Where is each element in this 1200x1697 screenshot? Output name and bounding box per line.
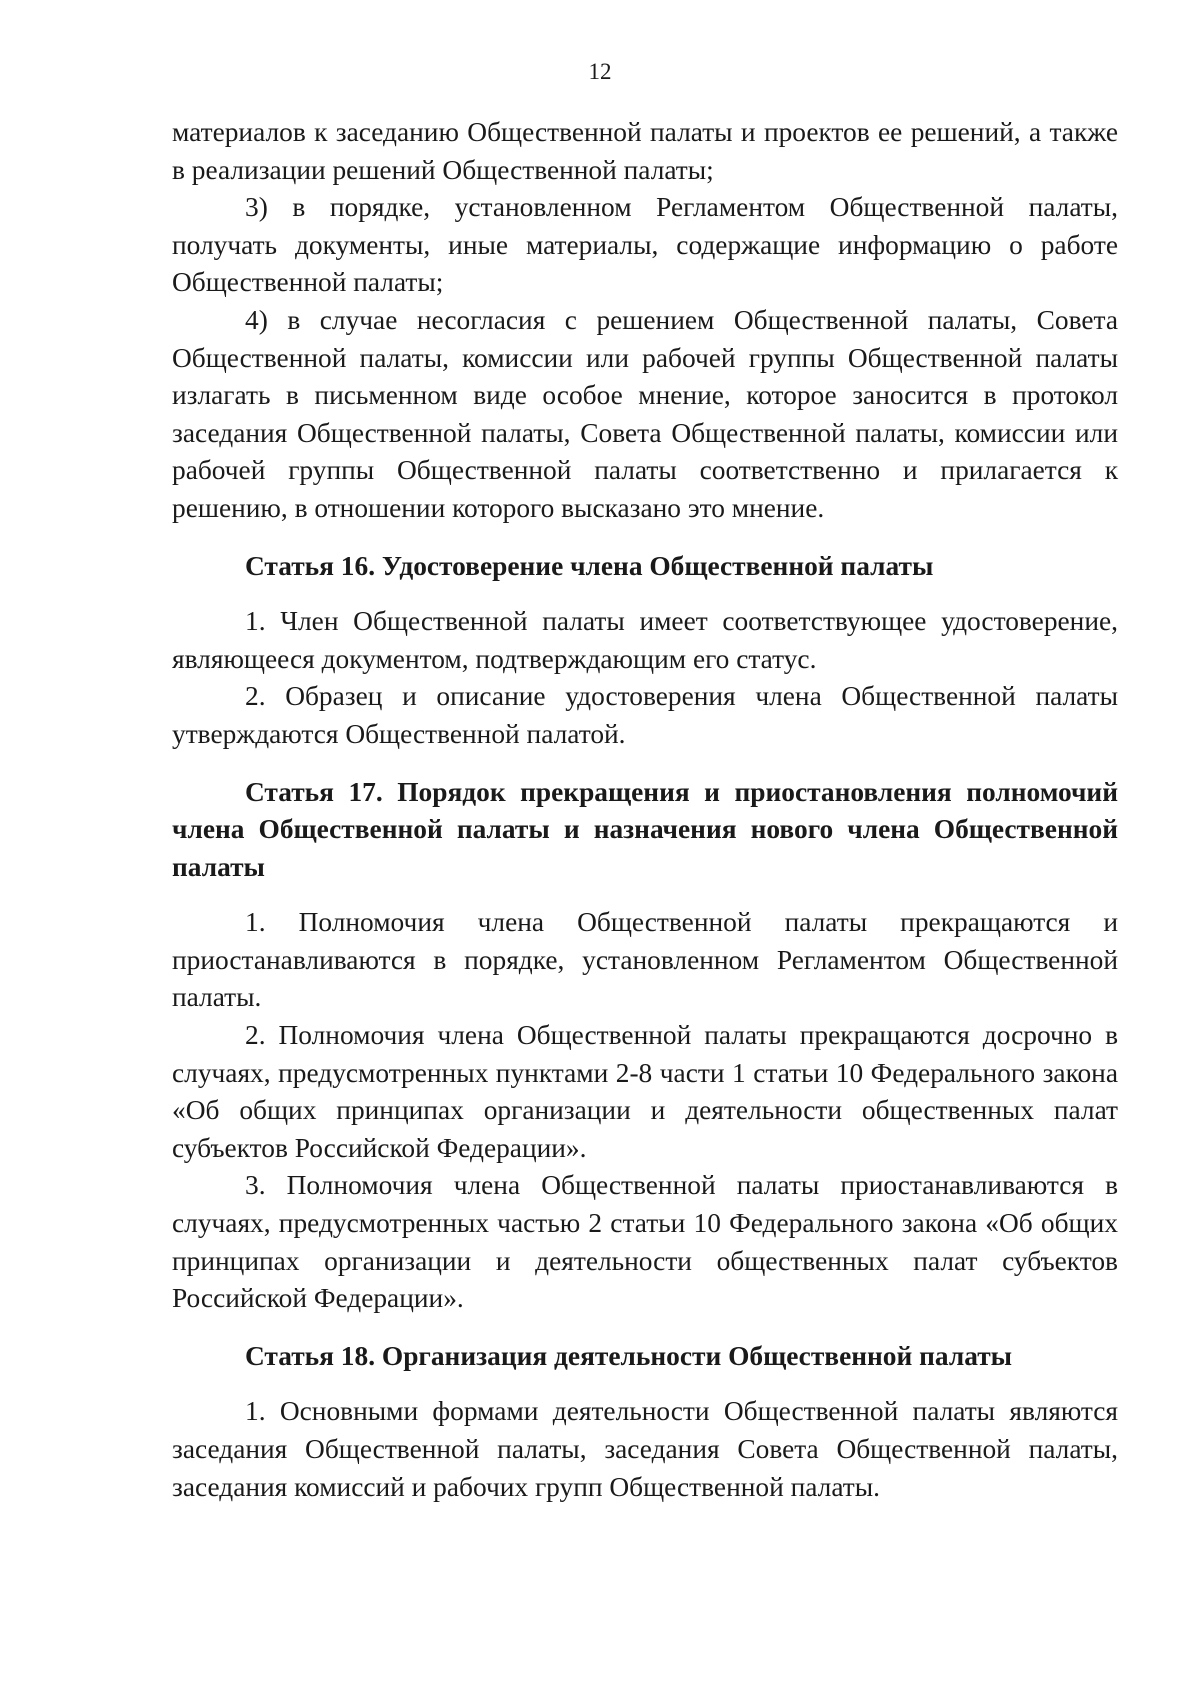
article-17-item-2: 2. Полномочия члена Общественной палаты прекращаются досрочно в случаях, предусмотренных пунктами 2-8 части 1 статьи 10 Федерального закона «Об общих принципах организации и деятельности общественных палат субъектов Российской Федерации». [172,1020,1118,1163]
paragraph: материалов к заседанию Общественной палаты и проектов ее решений, а также в реализации решений Общественной палаты; [172,117,1118,185]
document-body [172,114,1118,1506]
list-item-4: 4) в случае несогласия с решением Общественной палаты, Совета Общественной палаты, комиссии или рабочей группы Общественной палаты излагать в письменном виде особое мнение, которое заносится в протокол заседания Общественной палаты, Совета Общественной палаты, комиссии или рабочей группы Общественной палаты соответственно и прилагается к решению, в отношении которого высказано это мнение. [172,304,1118,523]
article-18-item-1: 1. Основными формами деятельности Общественной палаты являются заседания Общественной палаты, заседания Совета Общественной палаты, заседания комиссий и рабочих групп Общественной палаты. [172,1396,1118,1502]
article-17-item-3: 3. Полномочия члена Общественной палаты приостанавливаются в случаях, предусмотренных частью 2 статьи 10 Федерального закона «Об общих принципах организации и деятельности общественных палат субъектов Российской Федерации». [172,1170,1118,1314]
article-17-heading: Статья 17. Порядок прекращения и приостановления полномочий члена Общественной палаты и назначения нового члена Общественной палаты [172,776,1118,882]
article-18-heading: Статья 18. Организация деятельности Общественной палаты [245,1340,1013,1371]
article-17-item-1: 1. Полномочия члена Общественной палаты прекращаются и приостанавливаются в порядке, установленном Регламентом Общественной палаты. [172,907,1118,1013]
article-16-item-2: 2. Образец и описание удостоверения члена Общественной палаты утверждаются Общественной палатой. [172,681,1118,749]
list-item-3: 3) в порядке, установленном Регламентом Общественной палаты, получать документы, иные материалы, содержащие информацию о работе Общественной палаты; [172,192,1118,298]
page-number: 12 [588,59,612,84]
article-16-item-1: 1. Член Общественной палаты имеет соответствующее удостоверение, являющееся документом, подтверждающим его статус. [172,606,1118,674]
article-16-heading: Статья 16. Удостоверение члена Общественной палаты [245,550,934,581]
